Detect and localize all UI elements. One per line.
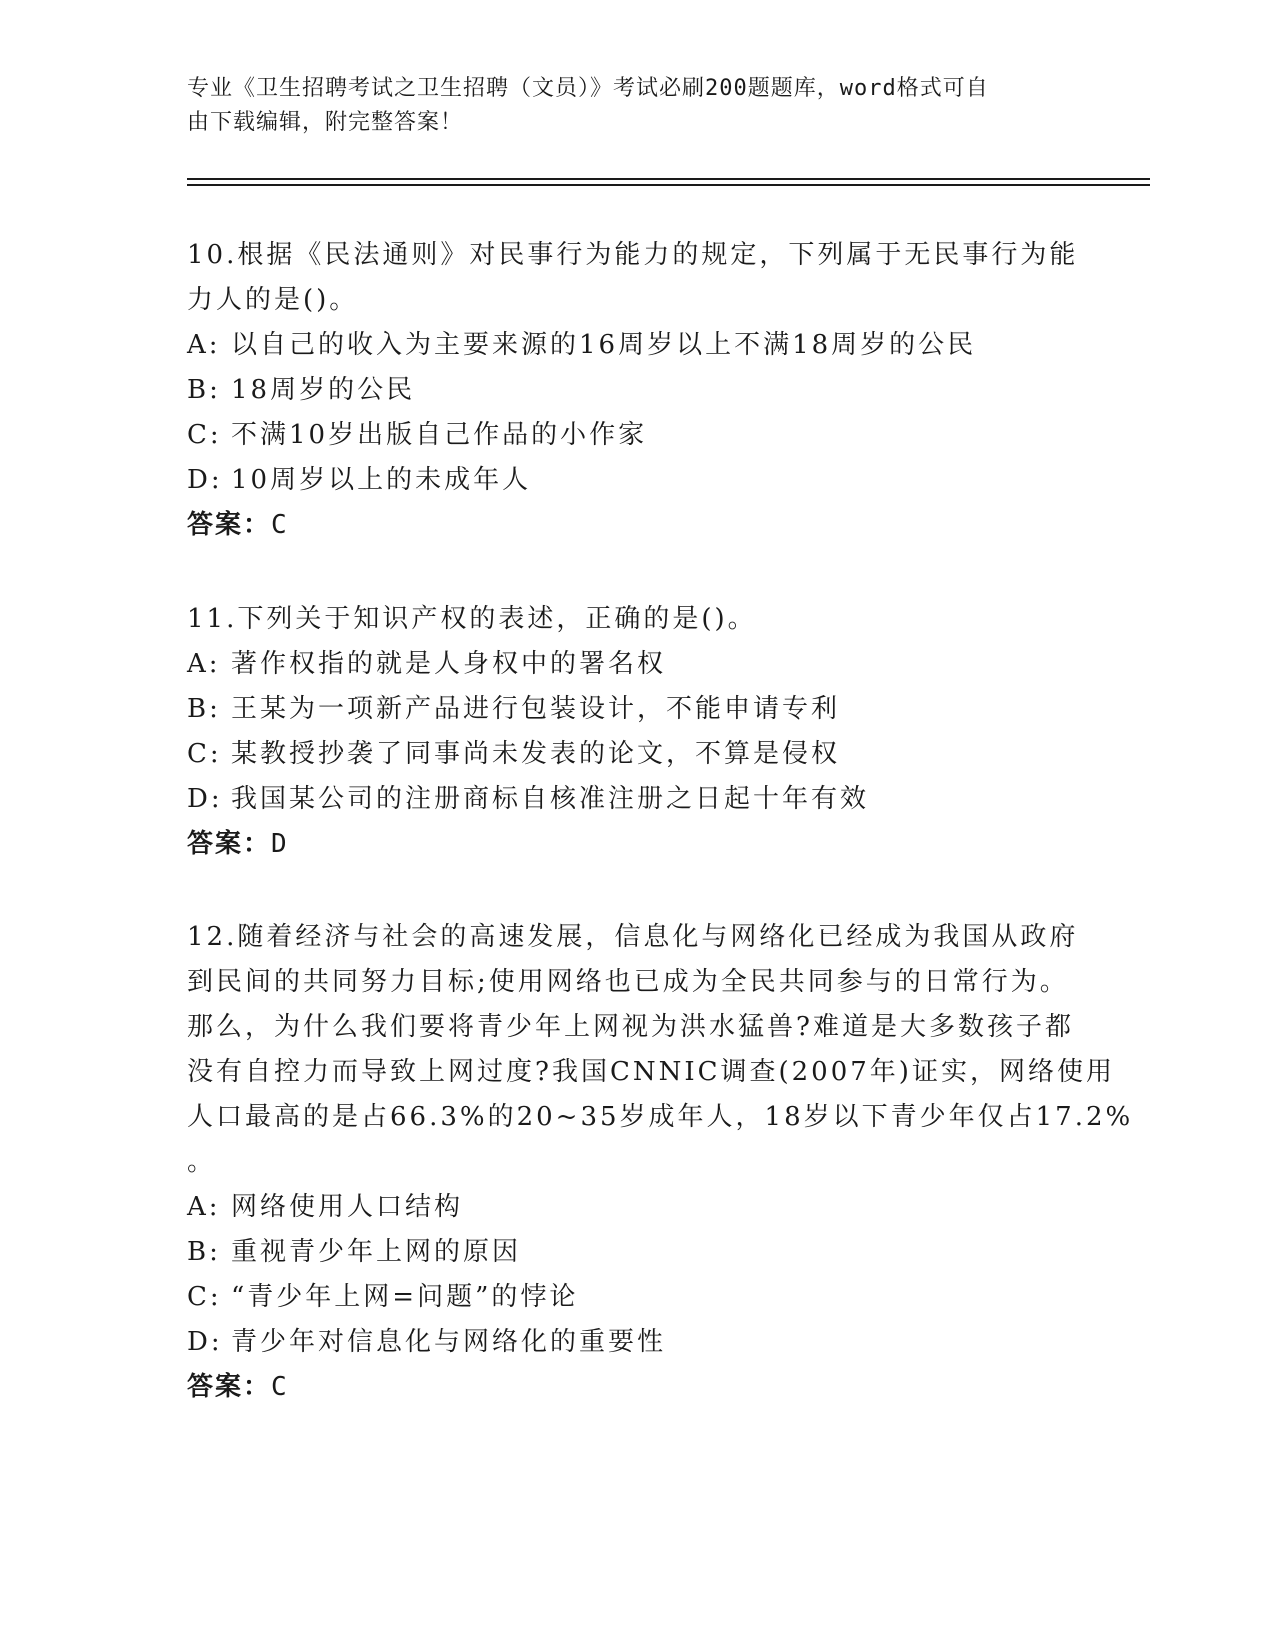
option-letter: C: <box>187 739 222 769</box>
option-text: 18周岁的公民 <box>231 375 416 405</box>
option-letter: A: <box>187 330 221 360</box>
question-stem-line: 。 <box>187 1147 217 1177</box>
option-c <box>187 413 1087 458</box>
question-stem-line: 11.下列关于知识产权的表述，正确的是()。 <box>187 604 757 634</box>
option-text: 10周岁以上的未成年人 <box>231 465 532 495</box>
question-stem-line: 力人的是()。 <box>187 285 359 315</box>
option-text: 以自己的收入为主要来源的16周岁以上不满18周岁的公民 <box>231 330 977 360</box>
answer <box>187 1365 1087 1410</box>
answer-value: C <box>271 1372 289 1402</box>
answer <box>187 503 1087 548</box>
option-letter: A: <box>187 649 221 679</box>
option-letter: D: <box>187 465 223 495</box>
answer <box>187 822 1087 867</box>
option-text: 网络使用人口结构 <box>231 1192 464 1222</box>
option-letter: B: <box>187 694 221 724</box>
option-d <box>187 458 1087 503</box>
option-text: “青少年上网=问题”的悖论 <box>231 1282 579 1312</box>
answer-value: C <box>271 510 289 540</box>
option-d <box>187 1320 1087 1365</box>
option-a <box>187 323 1087 368</box>
question-12 <box>187 915 1134 1410</box>
header-divider-bottom <box>187 184 1150 186</box>
question-stem-line: 10.根据《民法通则》对民事行为能力的规定，下列属于无民事行为能 <box>187 240 1079 270</box>
option-b <box>187 368 1087 413</box>
answer-label: 答案： <box>187 829 272 859</box>
option-text: 青少年对信息化与网络化的重要性 <box>231 1327 667 1357</box>
option-c <box>187 732 1087 777</box>
header-line: 专业《卫生招聘考试之卫生招聘（文员）》考试必刷200题题库，word格式可自 <box>187 76 989 101</box>
option-text: 王某为一项新产品进行包装设计，不能申请专利 <box>231 694 841 724</box>
option-letter: C: <box>187 420 222 450</box>
option-text: 不满10岁出版自己作品的小作家 <box>231 420 648 450</box>
option-letter: C: <box>187 1282 222 1312</box>
answer-label: 答案： <box>187 510 272 540</box>
option-letter: A: <box>187 1192 221 1222</box>
option-letter: B: <box>187 375 221 405</box>
option-text: 某教授抄袭了同事尚未发表的论文，不算是侵权 <box>231 739 841 769</box>
option-d <box>187 777 1087 822</box>
option-letter: B: <box>187 1237 221 1267</box>
question-stem-line: 那么，为什么我们要将青少年上网视为洪水猛兽?难道是大多数孩子都 <box>187 1012 1074 1042</box>
option-b <box>187 1230 1087 1275</box>
option-text: 我国某公司的注册商标自核准注册之日起十年有效 <box>231 784 870 814</box>
option-text: 著作权指的就是人身权中的署名权 <box>231 649 667 679</box>
option-letter: D: <box>187 1327 223 1357</box>
question-stem-line: 12.随着经济与社会的高速发展，信息化与网络化已经成为我国从政府 <box>187 922 1079 952</box>
answer-value: D <box>271 829 289 859</box>
option-a <box>187 642 1087 687</box>
question-stem-line: 人口最高的是占66.3%的20~35岁成年人，18岁以下青少年仅占17.2% <box>187 1102 1134 1132</box>
question-stem-line: 没有自控力而导致上网过度?我国CNNIC调查(2007年)证实，网络使用 <box>187 1057 1115 1087</box>
header-divider-top <box>187 178 1150 180</box>
question-11 <box>187 597 1087 867</box>
option-b <box>187 687 1087 732</box>
question-10 <box>187 233 1087 548</box>
header-line: 由下载编辑，附完整答案！ <box>187 110 464 135</box>
question-stem-line: 到民间的共同努力目标;使用网络也已成为全民共同参与的日常行为。 <box>187 967 1069 997</box>
option-c <box>187 1275 1087 1320</box>
option-text: 重视青少年上网的原因 <box>231 1237 522 1267</box>
document-header <box>187 72 1087 140</box>
option-letter: D: <box>187 784 223 814</box>
option-a <box>187 1185 1087 1230</box>
answer-label: 答案： <box>187 1372 272 1402</box>
